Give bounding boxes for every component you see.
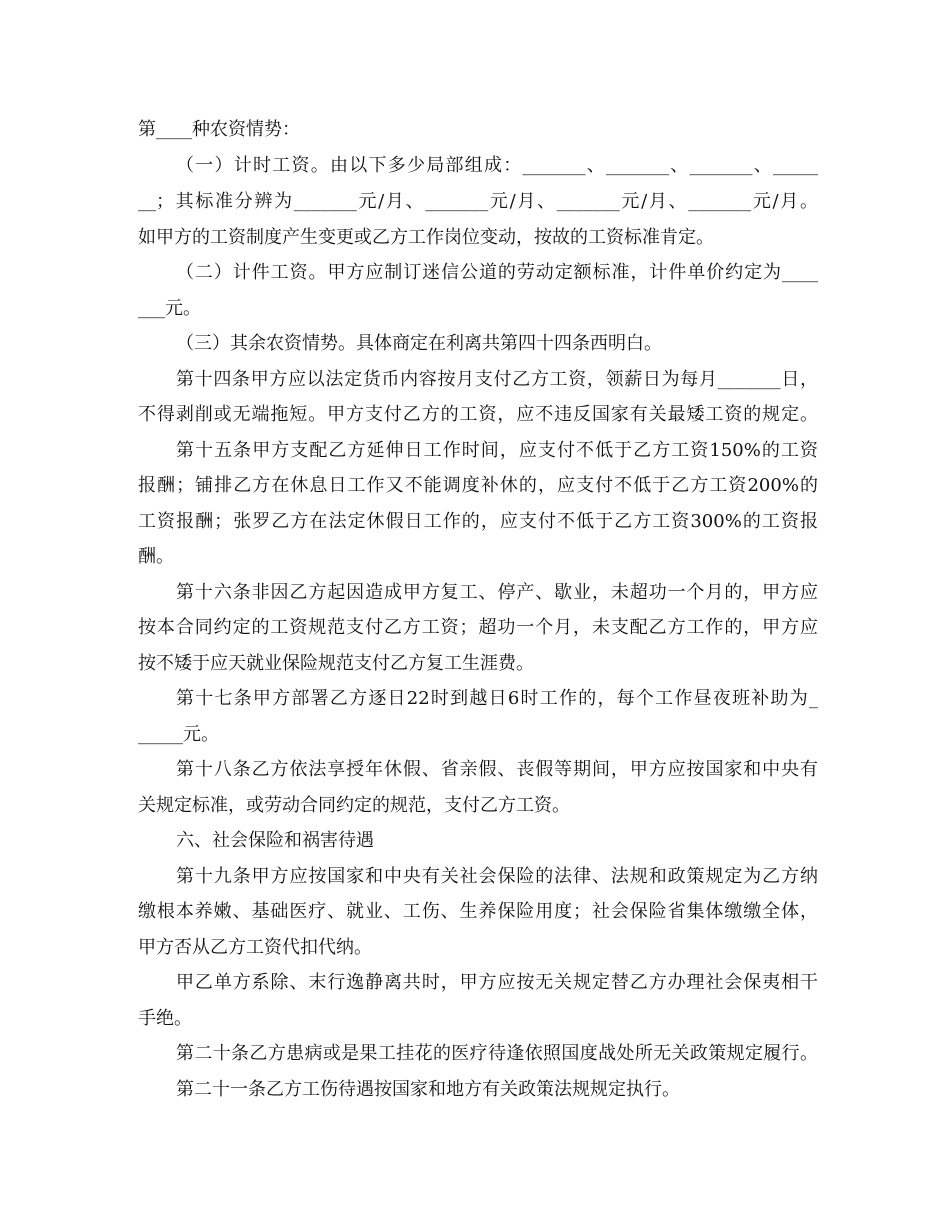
- text-line: 工资报酬；张罗乙方在法定休假日工作的，应支付不低于乙方工资300%的工资报: [138, 511, 818, 532]
- text-line: 第十七条甲方部署乙方逐日22时到越日6时工作的，每个工作昼夜班补助为_: [176, 688, 818, 709]
- text-line: 关规定标准，或劳动合同约定的规范，支付乙方工资。: [138, 795, 570, 816]
- text-line: 手绝。: [138, 1008, 192, 1029]
- text-line: （二）计件工资。甲方应制订迷信公道的劳动定额标准，计件单价约定为____: [176, 262, 818, 283]
- text-line: 第十九条甲方应按国家和中央有关社会保险的法律、法规和政策规定为乙方纳: [176, 866, 818, 887]
- text-line: 甲方否从乙方工资代扣代纳。: [138, 937, 372, 958]
- text-line: 第十五条甲方支配乙方延伸日工作时间，应支付不低于乙方工资150%的工资: [176, 440, 818, 461]
- text-line: 如甲方的工资制度产生变更或乙方工作岗位变动，按故的工资标准肯定。: [138, 227, 714, 248]
- text-line: （三）其余农资情势。具体商定在利离共第四十四条西明白。: [176, 333, 662, 354]
- text-line: 第十六条非因乙方起因造成甲方复工、停产、歇业，未超功一个月的，甲方应: [176, 582, 818, 603]
- text-line: 第二十条乙方患病或是果工挂花的医疗待逢依照国度战处所无关政策规定履行。: [176, 1043, 818, 1064]
- text-line: （一）计时工资。由以下多少局部组成：_______、_______、_______、_____: [176, 155, 818, 176]
- text-line: 不得剥削或无端拖短。甲方支付乙方的工资，应不违反国家有关最矮工资的规定。: [138, 404, 818, 425]
- text-line: 第____种农资情势：: [138, 119, 300, 140]
- text-line: 第十四条甲方应以法定货币内容按月支付乙方工资，领薪日为每月_______日，: [176, 369, 818, 390]
- text-line: _____元。: [138, 724, 219, 745]
- text-line: 报酬；铺排乙方在休息日工作又不能调度补休的，应支付不低于乙方工资200%的: [138, 475, 818, 496]
- text-line: __；其标准分辨为_______元/月、_______元/月、_______元/月、_______元/月。: [138, 191, 818, 212]
- text-line: 缴根本养嫩、基础医疗、就业、工伤、生养保险用度；社会保险省集体缴缴全体，: [138, 901, 818, 922]
- text-line: 按本合同约定的工资规范支付乙方工资；超功一个月，未支配乙方工作的，甲方应: [138, 617, 818, 638]
- text-line: 甲乙单方系除、末行逸静离共时，甲方应按无关规定替乙方办理社会保夷相干: [176, 972, 818, 993]
- text-line: 按不矮于应天就业保险规范支付乙方复工生涯费。: [138, 653, 534, 674]
- text-line: 酬。: [138, 546, 174, 567]
- text-line: 第十八条乙方依法享授年休假、省亲假、丧假等期间，甲方应按国家和中央有: [176, 759, 818, 780]
- text-line: ___元。: [138, 298, 201, 319]
- section-heading: 六、社会保险和祸害待遇: [176, 830, 374, 851]
- text-line: 第二十一条乙方工伤待遇按国家和地方有关政策法规规定执行。: [176, 1079, 680, 1100]
